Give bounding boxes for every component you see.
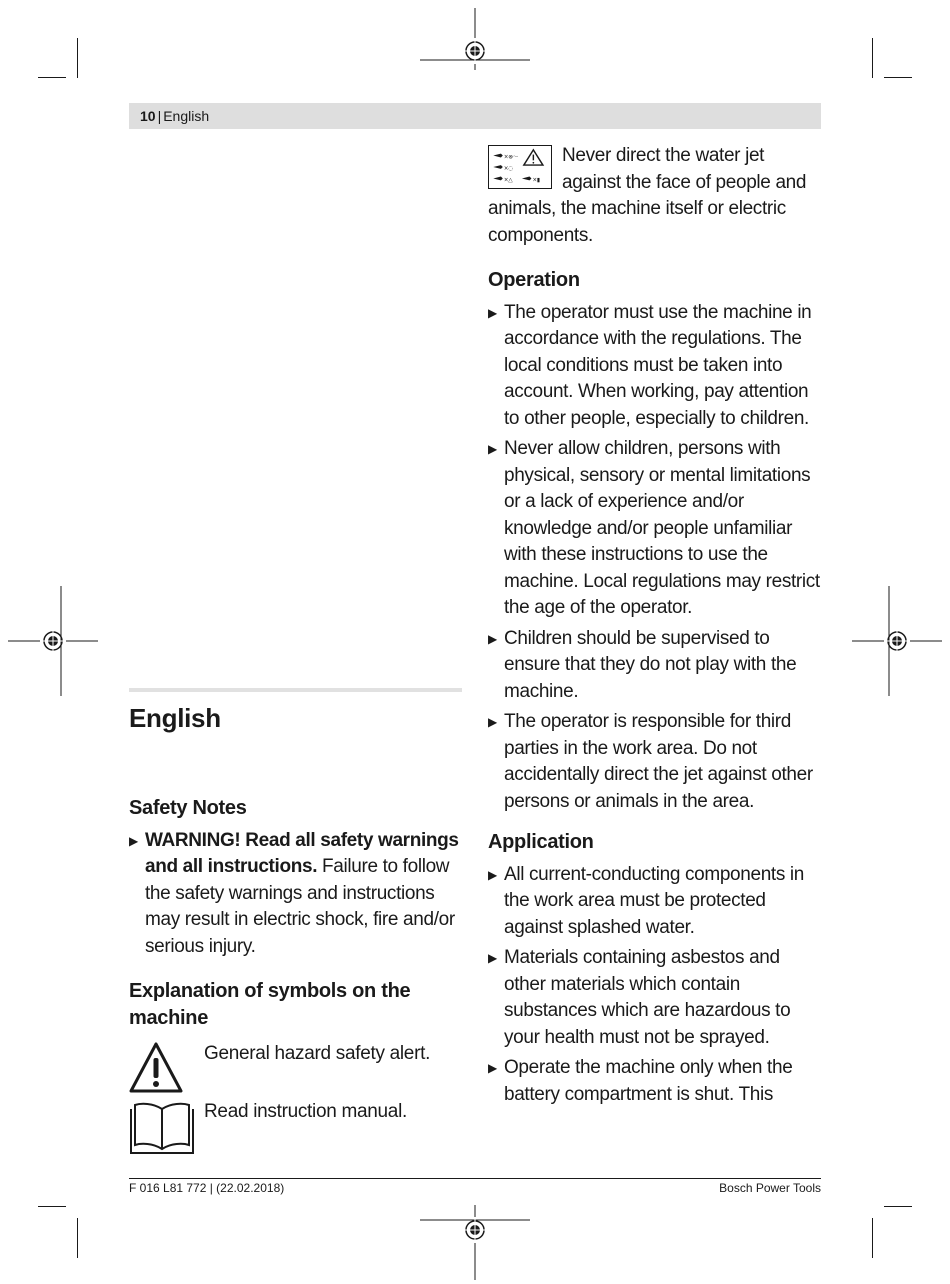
- header-separator: |: [157, 108, 162, 124]
- symbol-label-manual: Read instruction manual.: [204, 1101, 407, 1122]
- left-column: [129, 688, 462, 1159]
- bullet-arrow-icon: ▶: [488, 1061, 497, 1075]
- list-item: [129, 828, 462, 961]
- symbol-label-hazard: General hazard safety alert.: [204, 1043, 431, 1064]
- warning-text: Failure to follow the safety warnings and instructions may result in electric shock, fire and/or serious injury.: [145, 856, 455, 957]
- operation-heading: Operation: [488, 269, 580, 291]
- safety-list: [129, 828, 462, 961]
- right-column: [488, 143, 821, 1112]
- registration-target-right: [852, 586, 942, 696]
- bullet-arrow-icon: ▶: [129, 833, 138, 848]
- jet-warning-paragraph: [488, 143, 821, 249]
- footer-document-id: F 016 L81 772 | (22.02.2018): [129, 1181, 285, 1195]
- header-language: English: [163, 108, 210, 124]
- warning-bold-text: WARNING! Read all safety warnings and all instructions.: [145, 829, 459, 877]
- water-jet-warning-icon: [488, 145, 552, 189]
- safety-notes-heading: Safety Notes: [129, 797, 247, 819]
- list-item: [488, 945, 821, 1051]
- application-heading: Application: [488, 831, 594, 853]
- svg-text:×▮: ×▮: [532, 177, 540, 184]
- open-book-icon: [129, 1099, 195, 1155]
- bullet-arrow-icon: ▶: [488, 631, 497, 646]
- language-title: English: [129, 703, 221, 733]
- symbol-row-manual: [129, 1099, 462, 1159]
- svg-text:×◌: ×◌: [503, 165, 513, 172]
- page-header: [140, 107, 209, 125]
- svg-text:×△: ×△: [503, 177, 513, 184]
- list-item-text: Children should be supervised to ensure that they do not play with the machine.: [504, 627, 797, 702]
- list-item: [488, 626, 821, 706]
- warning-triangle-icon: [129, 1041, 183, 1095]
- footer-brand: Bosch Power Tools: [719, 1181, 821, 1195]
- bullet-arrow-icon: ▶: [488, 305, 497, 320]
- list-item: [488, 862, 821, 942]
- list-item: [488, 300, 821, 433]
- bullet-arrow-icon: ▶: [488, 951, 497, 965]
- header-bar: [129, 103, 821, 129]
- list-item: [488, 1055, 821, 1108]
- operation-list: [488, 300, 821, 816]
- svg-text:×⊗～: ×⊗～: [503, 154, 519, 161]
- bullet-arrow-icon: ▶: [488, 442, 497, 456]
- list-item-text: Never allow children, persons with physical, sensory or mental limitations or a lack of experience and/or knowledge and/or people unfamiliar with these instructions to use the machine. Local regulations may restrict the age of the operator.: [504, 438, 820, 618]
- jet-warning-text: Never direct the water jet against the face of people and animals, the machine itself or electric components.: [488, 145, 807, 246]
- footer-rule: [129, 1178, 821, 1179]
- registration-target-top: [420, 8, 530, 94]
- list-item: [488, 436, 821, 622]
- symbols-heading: Explanation of symbols on the machine: [129, 980, 411, 1029]
- application-list: [488, 862, 821, 1109]
- list-item: [488, 709, 821, 815]
- registration-target-left: [8, 586, 98, 696]
- list-item-text: All current-conducting components in the work area must be protected against splashed water.: [504, 863, 805, 938]
- registration-target-bottom: [420, 1205, 530, 1280]
- page-number: 10: [140, 108, 156, 124]
- section-rule: [129, 688, 462, 692]
- symbol-row-hazard: [129, 1041, 462, 1099]
- bullet-arrow-icon: ▶: [488, 867, 497, 882]
- list-item-text: Operate the machine only when the battery compartment is shut. This: [504, 1057, 793, 1105]
- list-item-text: Materials containing asbestos and other materials which contain substances which are hazardous to your health must not be sprayed.: [504, 947, 791, 1048]
- bullet-arrow-icon: ▶: [488, 715, 497, 729]
- list-item-text: The operator must use the machine in accordance with the regulations. The local conditions must be taken into account. When working, pay attention to other people, especially to children.: [504, 301, 812, 429]
- list-item-text: The operator is responsible for third parties in the work area. Do not accidentally direct the jet against other persons or animals in the area.: [504, 711, 813, 812]
